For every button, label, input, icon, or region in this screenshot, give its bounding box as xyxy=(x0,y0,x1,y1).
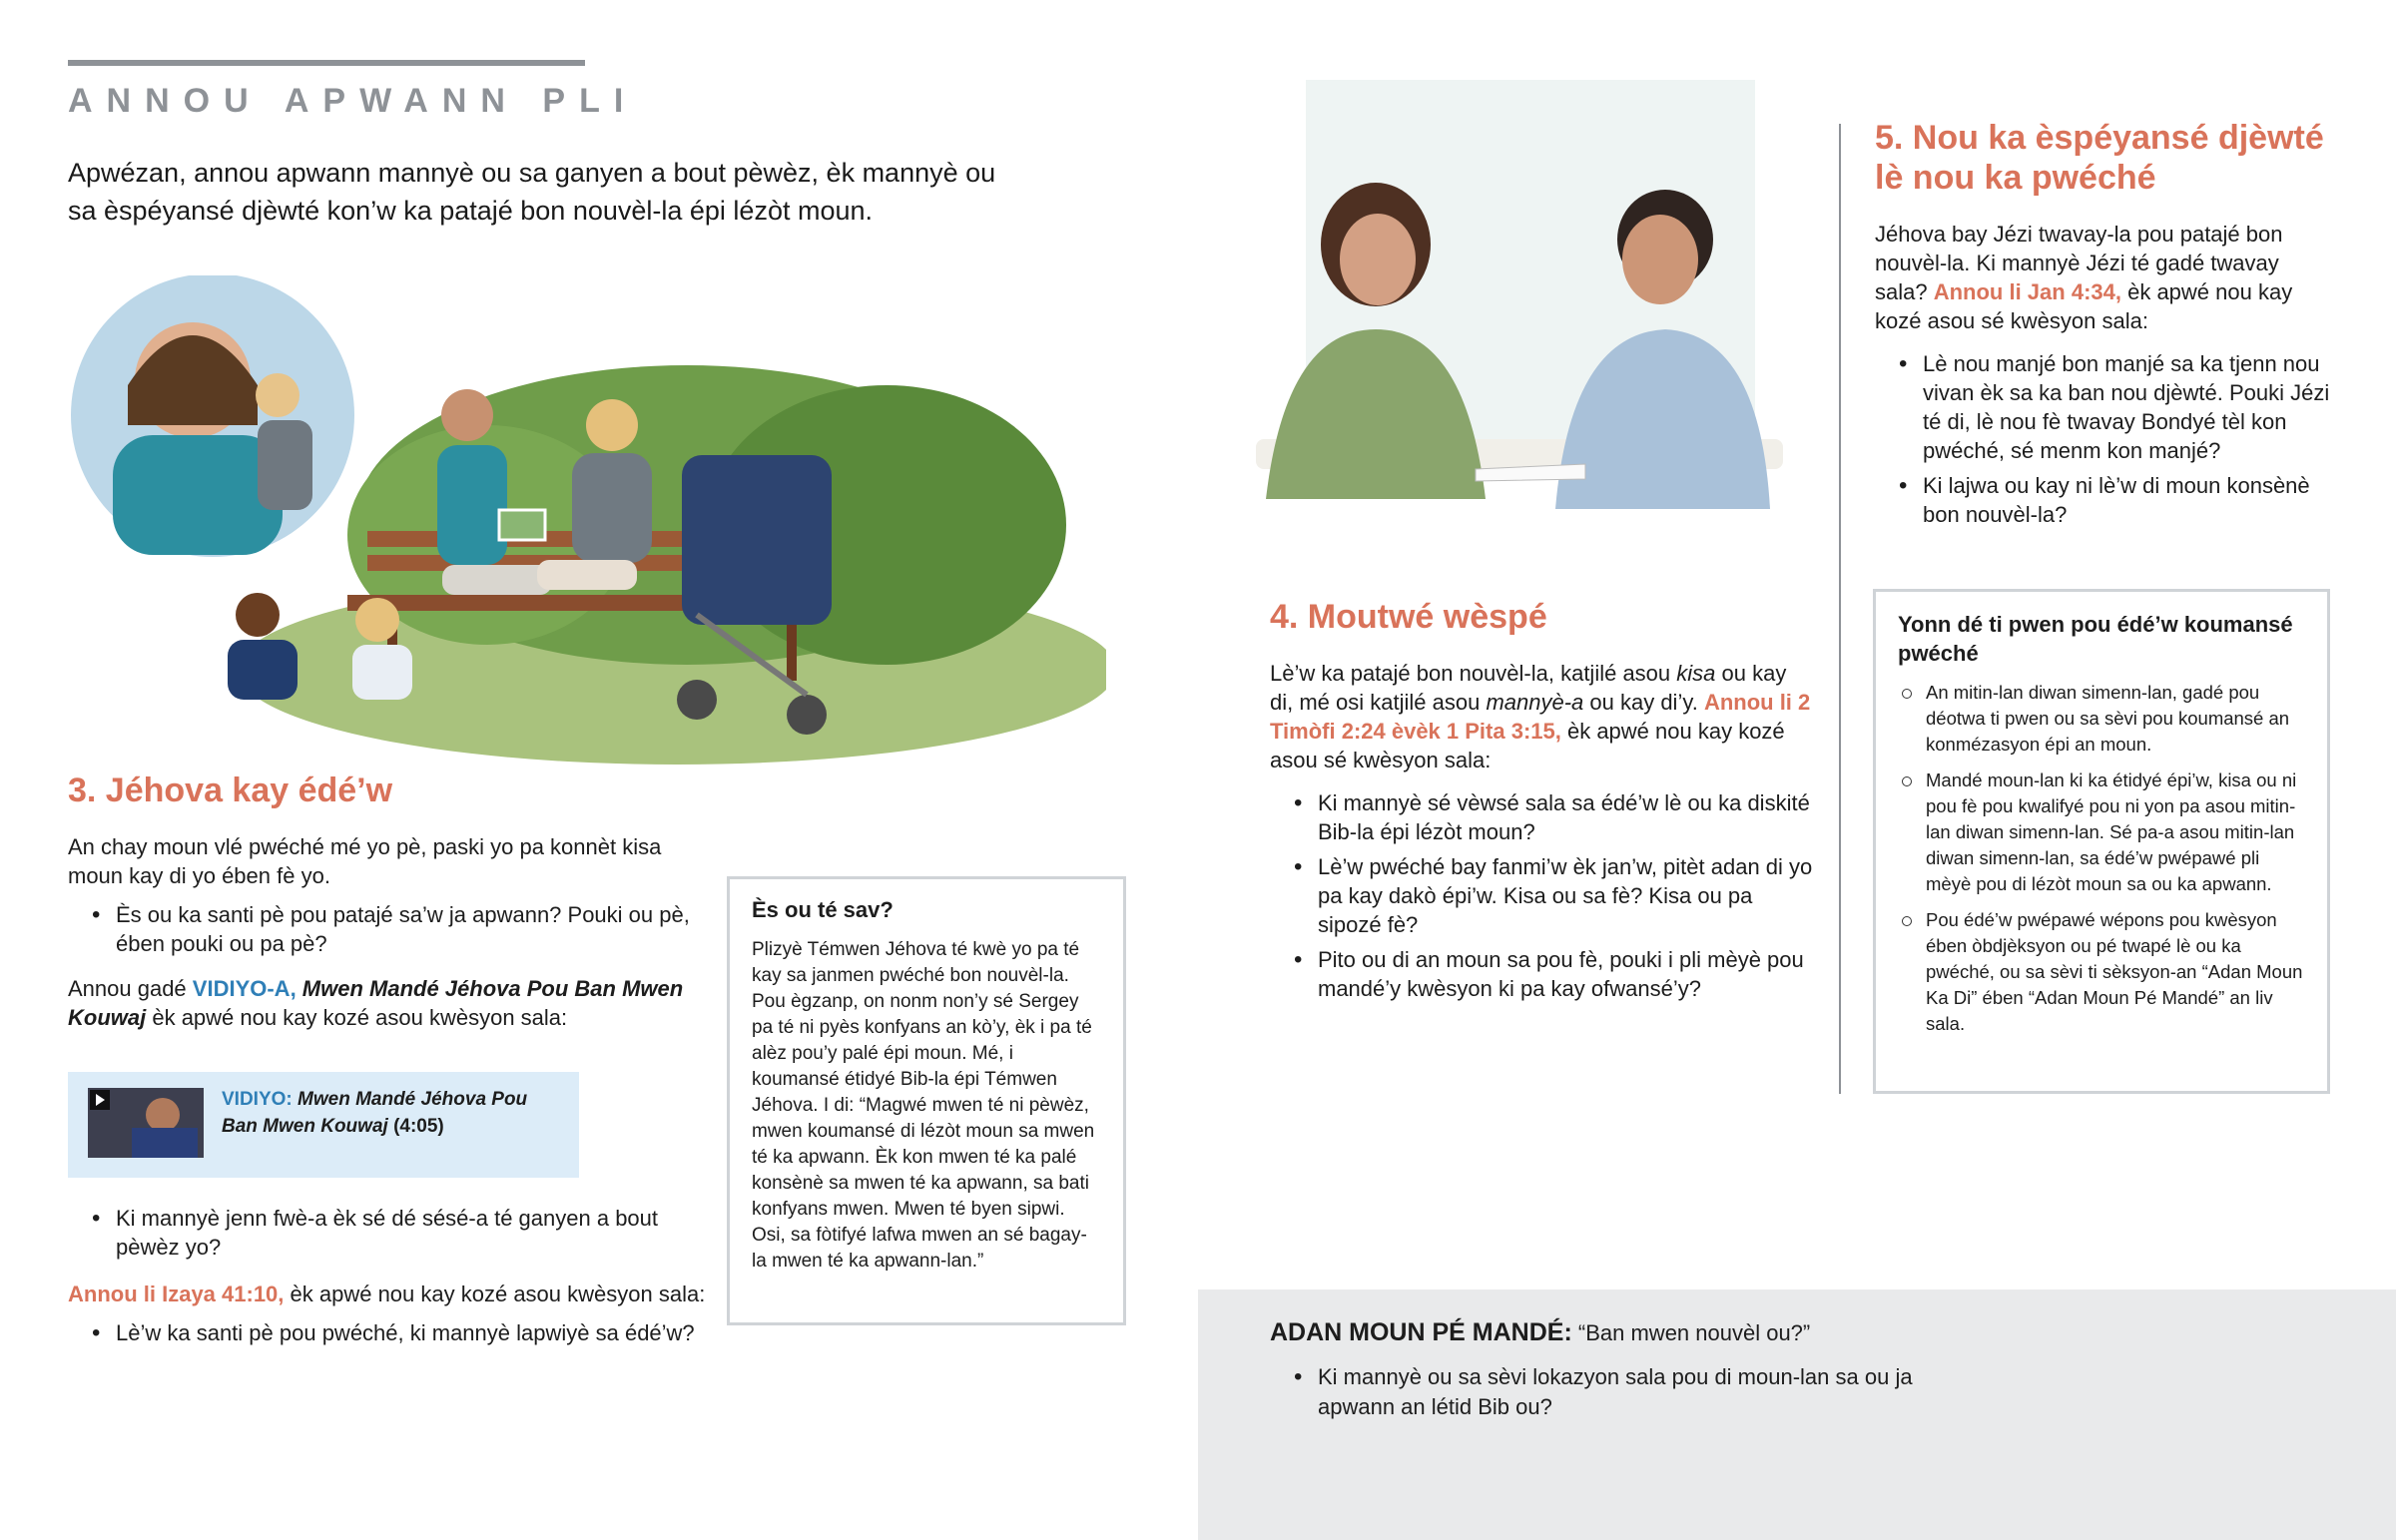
section5-title: 5. Nou ka èspéyansé djèwté lè nou ka pwéché xyxy=(1875,119,2324,197)
video-card-duration: (4:05) xyxy=(393,1116,444,1137)
video-title-link[interactable]: Mwen Mandé Jéhova Pou Ban Mwen Kouwaj xyxy=(68,976,684,1030)
kicker-title: ANNOU APWANN PLI xyxy=(68,82,638,120)
video-card-label: VIDIYO: xyxy=(222,1089,293,1110)
objection-question: “Ban mwen nouvèl ou?” xyxy=(1571,1320,1811,1345)
section5-body xyxy=(1875,220,2330,535)
objection-bullets xyxy=(1270,1362,1969,1422)
video-card-title[interactable]: Mwen Mandé Jéhova Pou Ban Mwen Kouwaj xyxy=(222,1089,528,1137)
section3-body xyxy=(68,832,707,1032)
section3-paragraph-3: Annou li Izaya 41:10, èk apwé nou kay kozé asou kwèsyon sala: xyxy=(68,1282,706,1306)
section4-bullets xyxy=(1270,788,1815,1003)
list-item: Mandé moun-lan ki ka étidyé épi’w, kisa ou ni pou fè pou kwalifyé pou ni yon pa asou mitin-lan diwan simenn-lan. Sé pa-a asou mitin-lan diwan simenn-lan, sa édé’w pwépawé pli mèyè pou di lézòt moun sa ou ka apwann. xyxy=(1926,768,2305,897)
objections-panel xyxy=(1198,1289,2396,1540)
list-item: • Ki lajwa ou kay ni lè’w di moun konsènè bon nouvèl-la? xyxy=(1923,471,2330,529)
video-card[interactable] xyxy=(68,1072,579,1178)
list-item: • Ki mannyè sé vèwsé sala sa édé’w lè ou ka diskité Bib-la épi lézòt moun? xyxy=(1318,788,1815,846)
did-you-know-title: Ès ou té sav? xyxy=(752,897,894,922)
objection-heading: ADAN MOUN PÉ MANDÉ: xyxy=(1270,1318,1572,1346)
section4-title: 4. Moutwé wèspé xyxy=(1270,598,1547,636)
scripture-ref[interactable]: Annou li Izaya 41:10, xyxy=(68,1282,285,1306)
section4-body xyxy=(1270,659,1815,1009)
tips-title: Yonn dé ti pwen pou édé’w koumansé pwéché xyxy=(1898,612,2293,666)
tips-box xyxy=(1873,589,2330,1094)
list-item: • Ki mannyè jenn fwè-a èk sé dé sésé-a té ganyen a bout pèwèz yo? xyxy=(116,1204,707,1262)
tips-list xyxy=(1898,680,2305,1037)
section5-paragraph: Jéhova bay Jézi twavay-la pou patajé bon nouvèl-la. Ki mannyè Jézi té gadé twavay sala? Annou li Jan 4:34, èk apwé nou kay kozé asou sé kwèsyon sala: xyxy=(1875,222,2293,333)
scripture-ref[interactable]: Annou li 2 Timòfi 2:24 èvèk 1 Pita 3:15, xyxy=(1270,690,1811,744)
scripture-ref[interactable]: Annou li Jan 4:34, xyxy=(1933,279,2121,304)
list-item: • Ès ou ka santi pè pou patajé sa’w ja apwann? Pouki ou pè, ében pouki ou pa pè? xyxy=(116,900,707,958)
video-card-text xyxy=(222,1086,561,1140)
park-illustration xyxy=(68,275,1106,784)
section3-title: 3. Jéhova kay édé’w xyxy=(68,771,393,809)
list-item: • Pito ou di an moun sa pou fè, pouki i pli mèyè pou mandé’y kwèsyon ki pa kay ofwansé’y? xyxy=(1318,945,1815,1003)
section3-bullets-3 xyxy=(68,1318,707,1347)
list-item: An mitin-lan diwan simenn-lan, gadé pou déotwa ti pwen ou sa sèvi pou koumansé an konmézasyon épi an moun. xyxy=(1926,680,2305,758)
objection-line xyxy=(1270,1317,1969,1348)
intro-paragraph: Apwézan, annou apwann mannyè ou sa ganyen a bout pèwèz, èk mannyè ou sa èspéyansé djèwté kon’w ka patajé bon nouvèl-la épi lézòt moun. xyxy=(68,158,996,226)
video-link[interactable]: VIDIYO-A, xyxy=(192,976,297,1001)
section5-bullets xyxy=(1875,349,2330,529)
list-item: • Lè’w pwéché bay fanmi’w èk jan’w, pitèt adan di yo pa kay dakò épi’w. Kisa ou sa fè? Kisa ou pa sipozé fè? xyxy=(1318,852,1815,939)
conversation-illustration xyxy=(1256,80,1783,559)
column-divider xyxy=(1839,124,1841,1094)
did-you-know-box xyxy=(727,876,1126,1325)
list-item: • Lè’w ka santi pè pou pwéché, ki mannyè lapwiyè sa édé’w? xyxy=(116,1318,707,1347)
kicker-rule xyxy=(68,60,585,66)
section4-paragraph: Lè’w ka patajé bon nouvèl-la, katjilé asou kisa ou kay di, mé osi katjilé asou mannyè-a ou kay di’y. Annou li 2 Timòfi 2:24 èvèk 1 Pita 3:15, èk apwé nou kay kozé asou sé kwèsyon sala: xyxy=(1270,661,1811,772)
section3-bullets-1 xyxy=(68,900,707,958)
did-you-know-text: Plizyè Témwen Jéhova té kwè yo pa té kay sa janmen pwéché bon nouvèl-la. Pou ègzanp, on nonm non’y sé Sergey pa té ni pyès konfyans an kò’y, èk i pa té alèz pou’y palé épi moun. Mé, i koumansé étidyé Bib-la épi Témwen Jéhova. I di: “Magwé mwen té ni pèwèz, mwen koumansé di lézòt moun sa mwen té ka apwann. Èk kon mwen té ka palé konsènè sa mwen té ka apwann, sa bati konfyans mwen. Mwen té byen sipwi. Osi, sa fòtifyé lafwa mwen an sé bagay-la mwen té ka apwann-lan.” xyxy=(752,939,1095,1272)
video-thumbnail[interactable] xyxy=(88,1088,204,1158)
list-item: • Ki mannyè ou sa sèvi lokazyon sala pou di moun-lan sa ou ja apwann an létid Bib ou? xyxy=(1318,1362,1969,1422)
section3-paragraph-2: Annou gadé VIDIYO-A, Mwen Mandé Jéhova Pou Ban Mwen Kouwaj èk apwé nou kay kozé asou kwèsyon sala: xyxy=(68,976,684,1030)
list-item: Pou édé’w pwépawé wépons pou kwèsyon ében òbdjèksyon ou pé twapé lè ou ka pwéché, ou sa sèvi ti sèksyon-an “Adan Moun Ka Di” ében “Adan Moun Pé Mandé” an liv sala. xyxy=(1926,907,2305,1037)
section3-bullets-2 xyxy=(68,1204,707,1262)
section3-paragraph-1: An chay moun vlé pwéché mé yo pè, paski yo pa konnèt kisa moun kay di yo ében fè yo. xyxy=(68,834,662,888)
play-icon[interactable] xyxy=(90,1090,110,1110)
objections-content xyxy=(1270,1317,1969,1428)
list-item: • Lè nou manjé bon manjé sa ka tjenn nou vivan èk sa ka ban nou djèwté. Pouki Jézi té di, lè nou fè twavay Bondyé tèl kon pwéché, sé menm kon manjé? xyxy=(1923,349,2330,465)
section3-body-lower xyxy=(68,1204,707,1353)
